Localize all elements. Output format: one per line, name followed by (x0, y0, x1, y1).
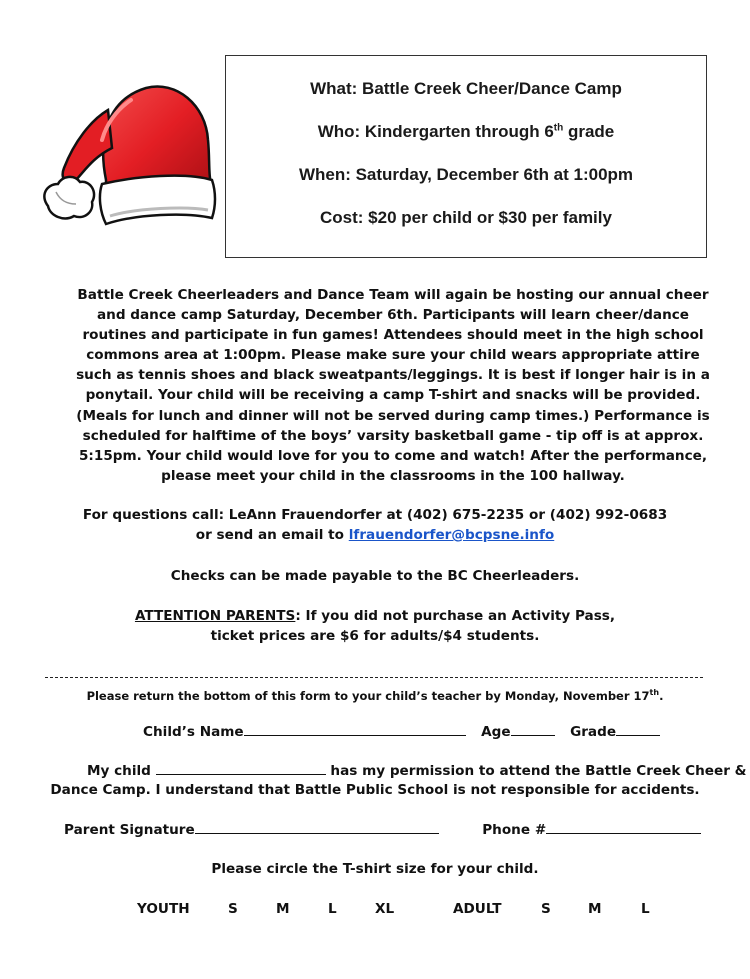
age-label: Age (481, 724, 511, 740)
child-name-label: Child’s Name (143, 724, 244, 740)
parent-signature-field[interactable] (195, 821, 439, 834)
parent-signature-label: Parent Signature (64, 822, 195, 838)
ticket-line: ticket prices are $6 for adults/$4 students. (210, 628, 540, 644)
adult-size-m[interactable]: M (588, 901, 602, 917)
youth-size-s[interactable]: S (228, 901, 238, 917)
grade-label: Grade (570, 724, 617, 740)
email-link[interactable]: lfrauendorfer@bcpsne.info (348, 527, 555, 543)
questions-line: For questions call: LeAnn Frauendorfer at (402) 675-2235 or (402) 992-0683 (82, 507, 668, 523)
who-text: Who: Kindergarten through 6 (317, 122, 554, 141)
email-line (0, 527, 750, 543)
youth-size-m[interactable]: M (276, 901, 290, 917)
my-child-label: My child (87, 763, 151, 779)
age-field[interactable] (511, 723, 555, 736)
who-superscript: th (553, 122, 564, 134)
return-superscript: th (649, 688, 660, 697)
return-end: . (659, 688, 664, 703)
cut-line-divider (45, 677, 703, 678)
attention-line (0, 608, 750, 624)
permission-row (87, 763, 747, 779)
return-text: Please return the bottom of this form to your child’s teacher by Monday, November 17 (86, 688, 650, 703)
phone-field[interactable] (546, 821, 701, 834)
child-info-row (143, 723, 660, 740)
permission-text: has my permission to attend the Battle Creek Cheer & (330, 763, 747, 779)
attention-label: ATTENTION PARENTS (134, 608, 296, 624)
event-info-box (225, 55, 707, 258)
checks-line: Checks can be made payable to the BC Cheerleaders. (170, 568, 580, 584)
main-paragraph: Battle Creek Cheerleaders and Dance Team will again be hosting our annual cheer and dance camp Saturday, December 6th. Participants will learn cheer/dance routines and participate in fun games! Attendees should meet in the high school commons area at 1:00pm. Please make sure your child wears appropriate attire such as tennis shoes and black sweatpants/leggings. It is best if longer hair is in a ponytail. Your child will be receiving a camp T-shirt and snacks will be provided. (Meals for lunch and dinner will not be served during camp times.) Performance is scheduled for halftime of the boys’ varsity basketball game - tip off is at approx. 5:15pm. Your child would love for you to come and watch! After the performance, please meet your child in the classrooms in the 100 hallway. (76, 287, 710, 484)
youth-size-l[interactable]: L (328, 901, 337, 917)
adult-size-s[interactable]: S (541, 901, 551, 917)
cost-line: Cost: $20 per child or $30 per family (320, 208, 612, 227)
tshirt-instruction: Please circle the T-shirt size for your child. (211, 861, 539, 877)
youth-label: YOUTH (137, 901, 190, 917)
signature-row (64, 821, 701, 838)
phone-label: Phone # (482, 822, 547, 838)
child-permission-field[interactable] (156, 763, 326, 775)
santa-hat-icon (36, 80, 218, 228)
child-name-field[interactable] (244, 723, 466, 736)
permission-line-2: Dance Camp. I understand that Battle Public School is not responsible for accidents. (50, 782, 700, 798)
when-line: When: Saturday, December 6th at 1:00pm (298, 165, 634, 184)
who-line (226, 122, 706, 142)
return-instruction (0, 688, 750, 703)
email-prefix: or send an email to (195, 527, 349, 543)
who-suffix: grade (563, 122, 615, 141)
adult-size-l[interactable]: L (641, 901, 650, 917)
what-line: What: Battle Creek Cheer/Dance Camp (310, 79, 622, 98)
grade-field[interactable] (616, 723, 660, 736)
adult-label: ADULT (453, 901, 502, 917)
attention-text: : If you did not purchase an Activity Pass, (295, 608, 616, 624)
youth-size-xl[interactable]: XL (375, 901, 395, 917)
